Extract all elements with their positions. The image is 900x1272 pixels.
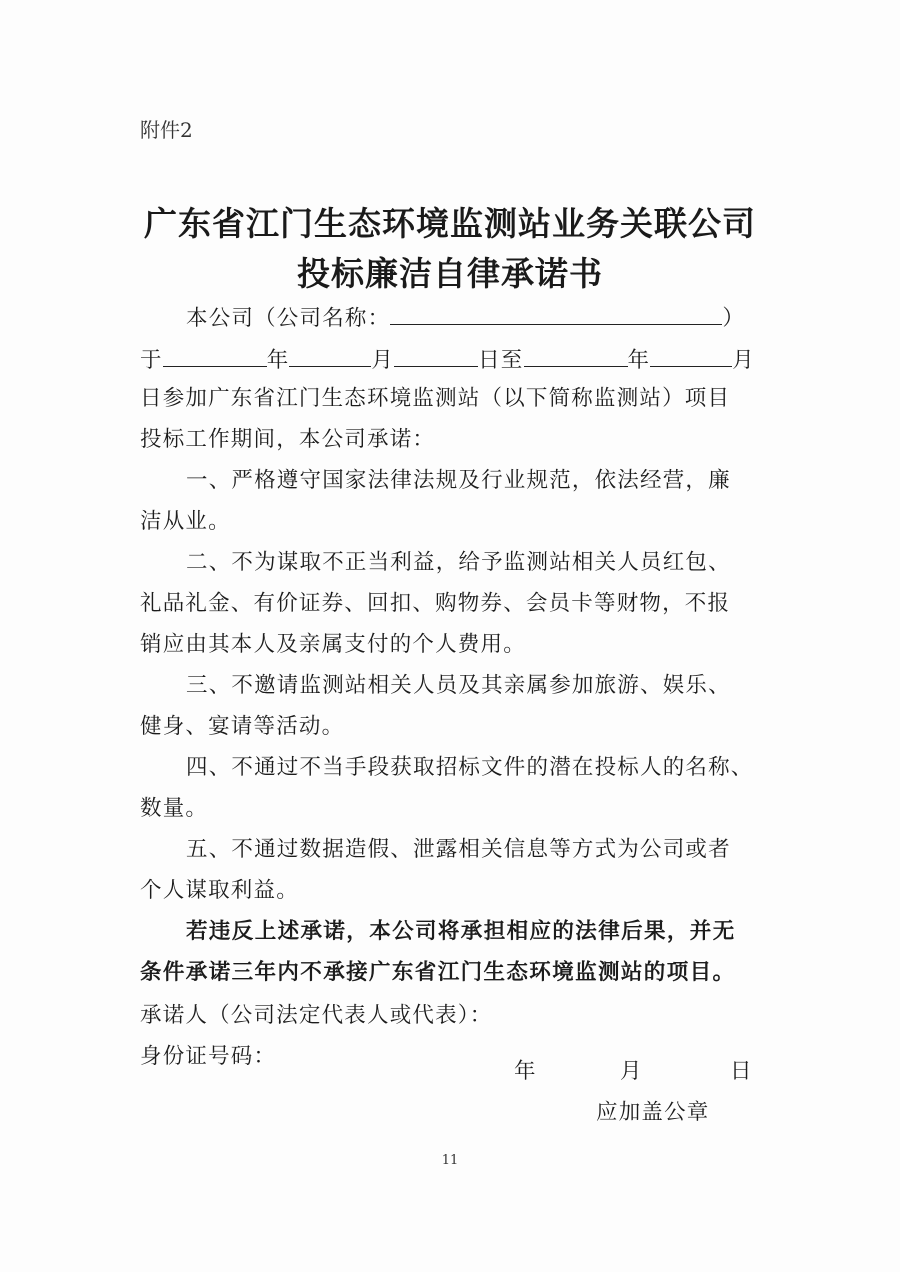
commitment-4-line-2: 数量。 [140,796,209,821]
commitment-1-line-2: 洁从业。 [140,509,231,534]
start-day-blank[interactable] [394,344,478,367]
promisor-label: 承诺人（公司法定代表人或代表）： [140,1003,493,1028]
commitment-4-line-1: 四、不通过不当手段获取招标文件的潜在投标人的名称、 [186,755,754,780]
commitment-2-line-3: 销应由其本人及亲属支付的个人费用。 [140,632,526,657]
intro-company-line [186,302,745,333]
commitment-5-line-2: 个人谋取利益。 [140,878,299,903]
seal-note: 应加盖公章 [596,1100,710,1125]
start-year-blank[interactable] [163,344,267,367]
end-month-blank[interactable] [650,344,732,367]
document-title-line-1: 广东省江门生态环境监测站业务关联公司 [144,204,756,243]
start-year-label: 年 [266,348,290,373]
attachment-label: 附件2 [140,118,193,142]
sign-day-label: 日 [730,1059,752,1084]
commitment-2-line-1: 二、不为谋取不正当利益，给予监测站相关人员红包、 [186,550,731,575]
start-month-label: 月 [371,348,395,373]
company-name-suffix: ） [722,306,746,331]
intro-date-line [140,344,755,375]
commitment-1-line-1: 一、严格遵守国家法律法规及行业规范，依法经营，廉 [186,468,731,493]
date-prefix: 于 [140,348,163,373]
intro-line-4: 投标工作期间，本公司承诺： [140,427,436,452]
company-name-blank[interactable] [390,302,722,325]
commitment-3-line-1: 三、不邀请监测站相关人员及其亲属参加旅游、娱乐、 [186,673,731,698]
company-name-prefix: 本公司（公司名称： [186,306,391,331]
commitment-5-line-1: 五、不通过数据造假、泄露相关信息等方式为公司或者 [186,837,731,862]
sign-month-label: 月 [620,1059,642,1084]
penalty-line-2: 条件承诺三年内不承接广东省江门生态环境监测站的项目。 [140,960,736,985]
document-title-line-2: 投标廉洁自律承诺书 [297,254,603,293]
id-number-label: 身份证号码： [140,1044,277,1069]
page-number: 11 [441,1153,459,1168]
start-month-blank[interactable] [289,344,371,367]
commitment-2-line-2: 礼品礼金、有价证券、回扣、购物券、会员卡等财物，不报 [140,591,731,616]
end-year-label: 年 [627,348,651,373]
penalty-line-1: 若违反上述承诺，本公司将承担相应的法律后果，并无 [186,919,736,944]
end-month-label: 月 [732,348,755,373]
intro-line-3: 日参加广东省江门生态环境监测站（以下简称监测站）项目 [140,386,731,411]
sign-year-label: 年 [514,1059,536,1084]
commitment-3-line-2: 健身、宴请等活动。 [140,714,345,739]
end-year-blank[interactable] [524,344,628,367]
day-to-label: 日至 [478,348,524,373]
